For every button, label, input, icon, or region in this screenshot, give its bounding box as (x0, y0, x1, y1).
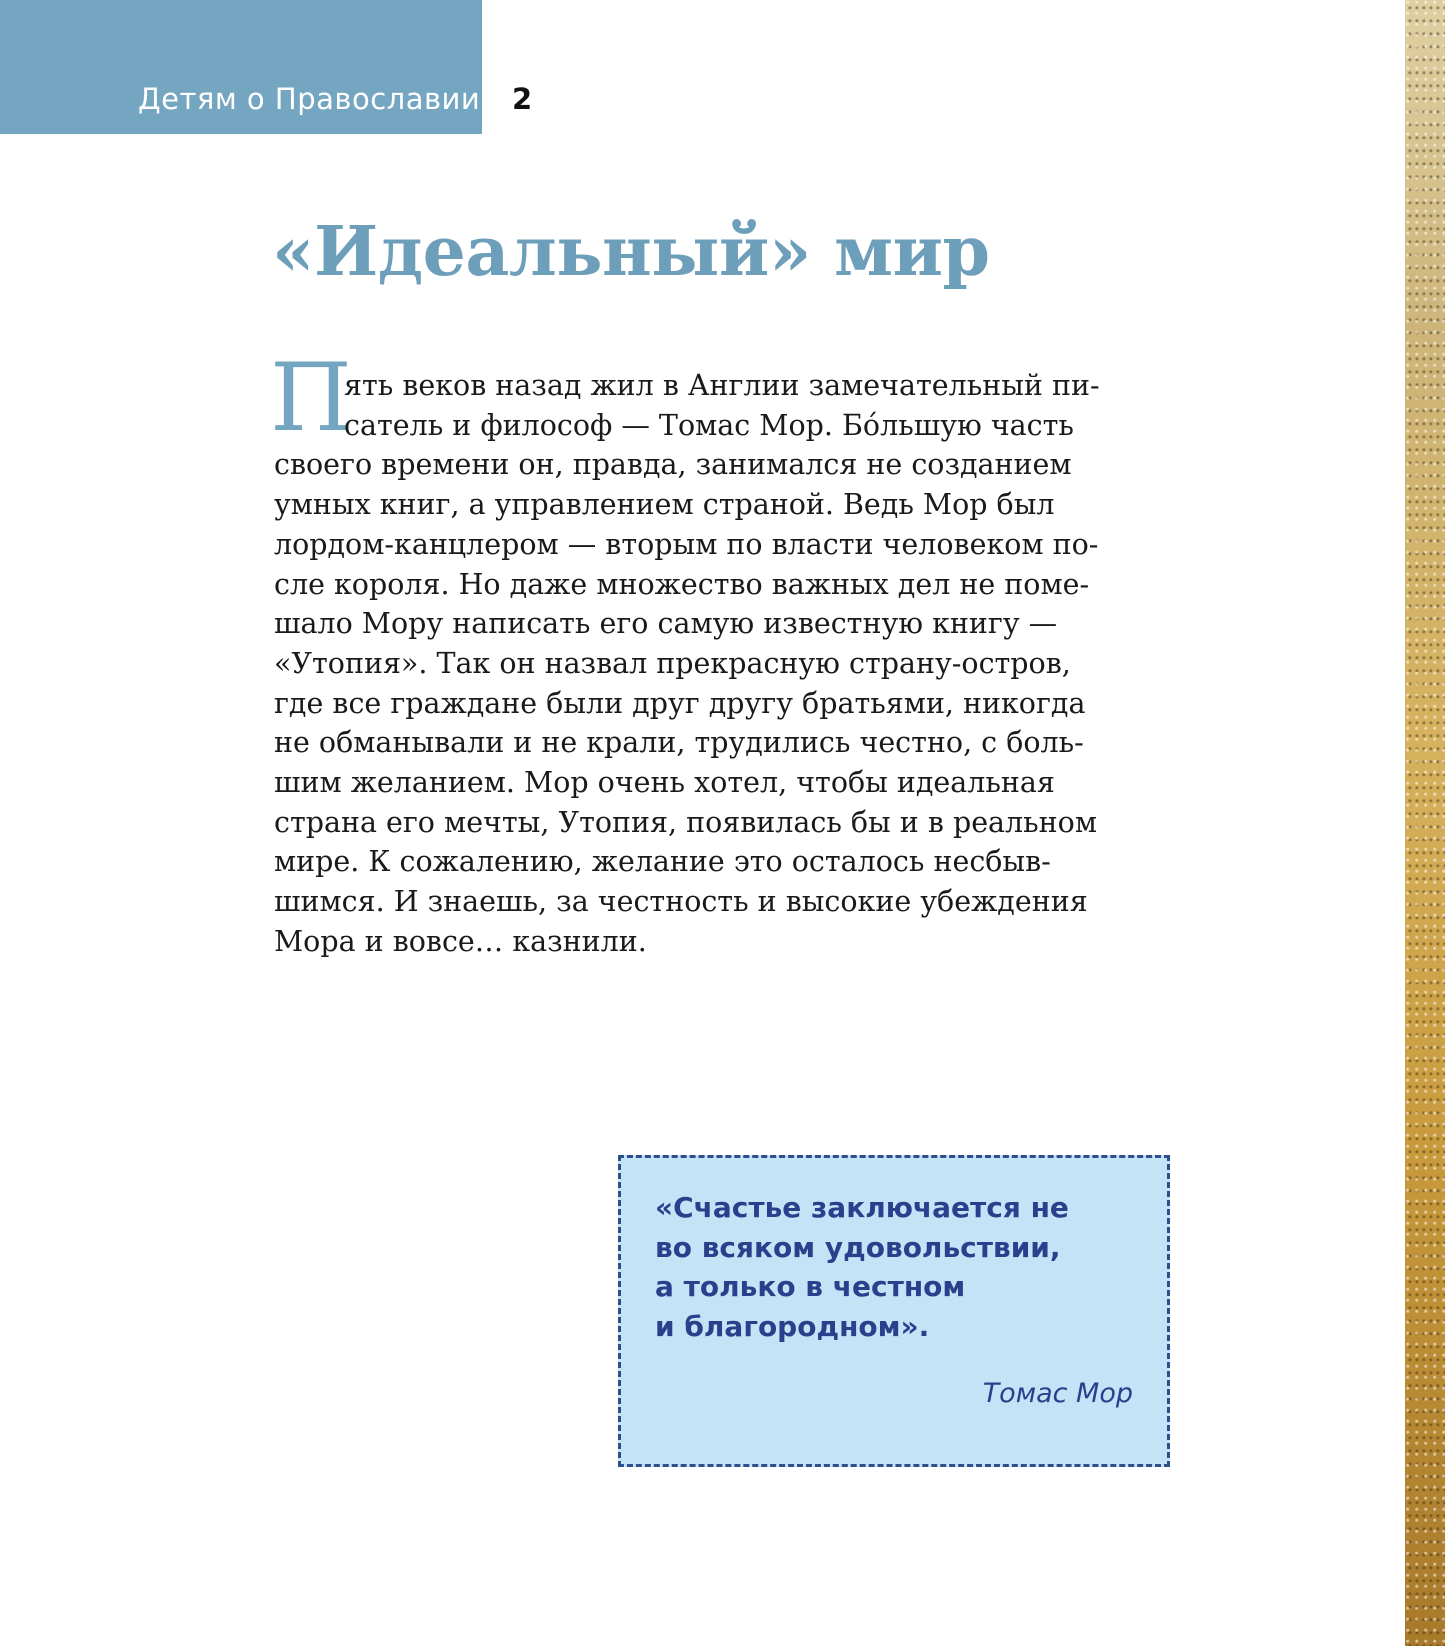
quote-author: Томас Мор (982, 1378, 1133, 1409)
article-body (274, 366, 1174, 962)
body-line: шимся. И знаешь, за честность и высокие убеждения (274, 885, 1088, 919)
body-line: «Утопия». Так он назвал прекрасную страну-остров, (274, 646, 1071, 680)
quote-line: а только в честном (655, 1270, 966, 1304)
body-line: Мора и вовсе… казнили. (274, 924, 647, 958)
quote-line: и благородном». (655, 1310, 930, 1344)
body-line: не обманывали и не крали, трудились честно, с боль- (274, 726, 1084, 760)
article-title: «Идеальный» мир (272, 212, 990, 292)
series-title: Детям о Православии (138, 82, 481, 116)
body-line: сле короля. Но даже множество важных дел не поме- (274, 567, 1090, 601)
quote-line: «Счастье заключается не (655, 1191, 1069, 1224)
body-line: своего времени он, правда, занимался не созданием (274, 448, 1072, 482)
body-line: где все граждане были друг другу братьями, никогда (274, 686, 1086, 720)
drop-cap: П (270, 344, 352, 453)
quote-text (655, 1188, 1069, 1347)
quote-line: во всяком удовольствии, (655, 1230, 1061, 1264)
body-line: шало Мору написать его самую известную книгу — (274, 607, 1058, 641)
quote-box (618, 1155, 1170, 1467)
body-line: шим желанием. Мор очень хотел, чтобы идеальная (274, 766, 1055, 800)
body-line: лордом-канцлером — вторым по власти человеком по- (274, 527, 1099, 561)
gold-edge-decoration (1405, 0, 1445, 1646)
body-line: сатель и философ — Томас Мор. Бо́льшую часть (344, 408, 1074, 442)
body-line: ять веков назад жил в Англии замечательный пи- (344, 369, 1100, 402)
body-line: умных книг, а управлением страной. Ведь Мор был (274, 488, 1055, 522)
page-number: 2 (512, 82, 533, 116)
body-line: страна его мечты, Утопия, появилась бы и в реальном (274, 805, 1097, 839)
body-line: мире. К сожалению, желание это осталось несбыв- (274, 845, 1051, 879)
